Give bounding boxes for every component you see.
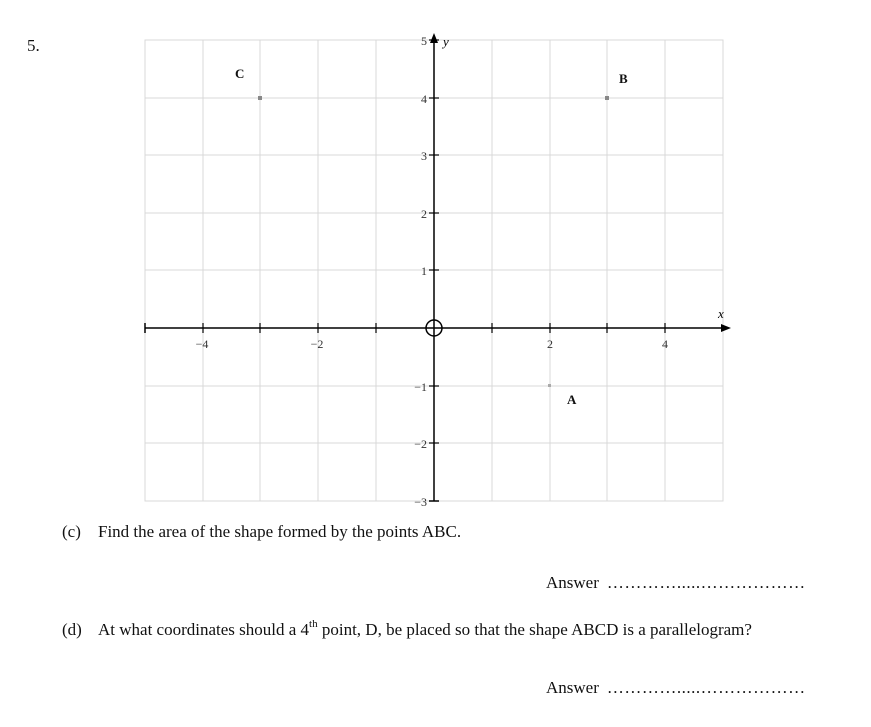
- point-c-marker: [258, 96, 262, 100]
- part-d-text-after: point, D, be placed so that the shape ABCD is a parallelogram?: [317, 620, 752, 639]
- part-d-question: [62, 620, 752, 640]
- part-d-superscript: th: [309, 618, 318, 630]
- x-tick-label: 4: [662, 337, 668, 351]
- y-tick-label: −2: [414, 437, 427, 451]
- y-tick-label: −3: [414, 495, 427, 509]
- y-tick-label: 5: [421, 34, 427, 48]
- part-d-text-before: At what coordinates should a 4: [98, 620, 310, 639]
- x-axis: [145, 323, 731, 333]
- y-axis: [429, 33, 439, 501]
- part-d-answer-label: Answer: [546, 678, 599, 697]
- y-tick-label: 4: [421, 92, 427, 106]
- part-c-label: (c): [62, 522, 81, 541]
- part-d-answer: [546, 678, 806, 698]
- part-c-answer-label: Answer: [546, 573, 599, 592]
- point-a-label: A: [567, 392, 577, 407]
- point-c-label: C: [235, 66, 245, 81]
- part-c-answer-line[interactable]: ………….....………………: [606, 573, 806, 592]
- part-d-answer-line[interactable]: ………….....………………: [606, 678, 806, 697]
- point-b-marker: [605, 96, 609, 100]
- part-c-answer: [546, 573, 806, 593]
- question-number: 5.: [27, 36, 40, 55]
- part-c-text: Find the area of the shape formed by the points ABC.: [98, 522, 462, 541]
- y-tick-label: 1: [421, 264, 427, 278]
- y-axis-label: y: [443, 34, 449, 49]
- x-tick-label: −2: [310, 337, 324, 351]
- x-axis-arrow-icon: [721, 324, 731, 332]
- x-axis-label: x: [718, 306, 724, 321]
- part-c-question: [62, 522, 461, 542]
- part-d-label: (d): [62, 620, 82, 639]
- x-tick-label: −4: [195, 337, 209, 351]
- y-tick-label: 2: [421, 207, 427, 221]
- y-tick-label: −1: [414, 380, 427, 394]
- point-b-label: B: [619, 71, 628, 86]
- x-tick-label: 2: [547, 337, 553, 351]
- y-axis-arrow-icon: [430, 33, 438, 43]
- y-tick-label: 3: [421, 149, 427, 163]
- point-a-marker: [548, 384, 551, 387]
